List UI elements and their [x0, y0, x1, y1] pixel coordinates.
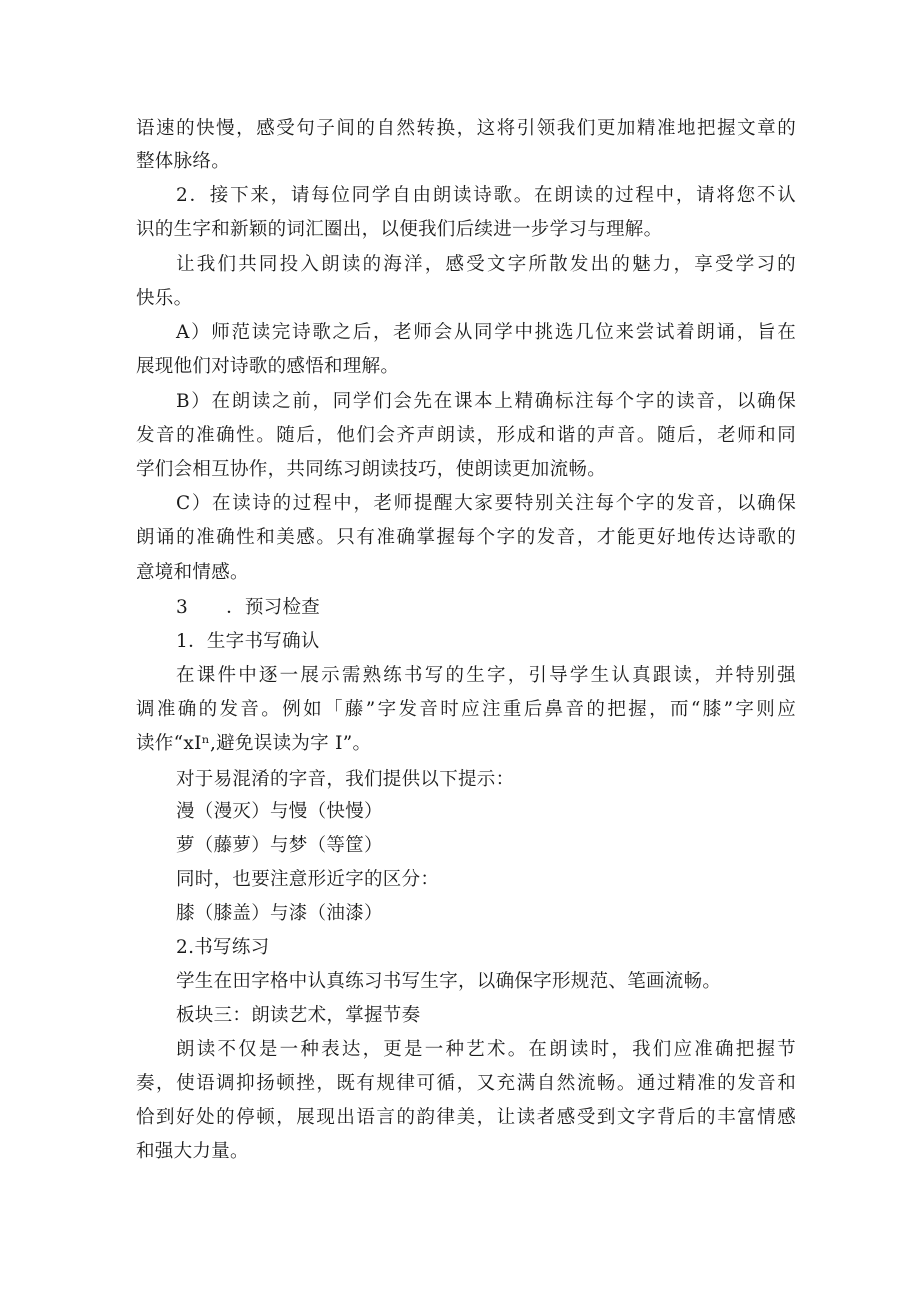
- text-line: 在课件中逐一展示需熟练书写的生字，引导学生认真跟读，并特别强: [176, 665, 796, 686]
- block-heading: 板块三：朗读艺术，掌握节奏: [176, 1005, 421, 1026]
- text-line: 快乐。: [136, 288, 193, 309]
- text-line: 和强大力量。: [136, 1141, 249, 1162]
- text-line: 朗读不仅是一种表达，更是一种艺术。在朗读时，我们应准确把握节: [176, 1039, 796, 1060]
- hint-item: 萝（藤萝）与梦（等筐）: [176, 835, 383, 856]
- text-line: 展现他们对诗歌的感悟和理解。: [136, 356, 400, 377]
- text-line: 恰到好处的停顿，展现出语言的韵律美，让读者感受到文字背后的丰富情感: [136, 1107, 796, 1128]
- text-line: 2．接下来，请每位同学自由朗读诗歌。在朗读的过程中，请将您不认: [176, 185, 796, 206]
- text-line: 意境和情感。: [136, 562, 249, 583]
- text-line: 发音的准确性。随后，他们会齐声朗读，形成和谐的声音。随后，老师和同: [136, 425, 796, 446]
- text-line: 调准确的发音。例如「藤”字发音时应注重后鼻音的把握，而“膝”字则应: [136, 699, 796, 720]
- text-line: A）师范读完诗歌之后，老师会从同学中挑选几位来尝试着朗诵，旨在: [176, 322, 796, 343]
- text-line: 对于易混淆的字音，我们提供以下提示：: [176, 769, 515, 790]
- section-heading: [176, 596, 836, 620]
- text-line: 语速的快慢，感受句子间的自然转换，这将引领我们更加精准地把握文章的: [136, 118, 796, 139]
- text-line: 识的生字和新颖的词汇圈出，以便我们后续进一步学习与理解。: [136, 219, 663, 240]
- subheading: 1．生字书写确认: [176, 631, 320, 652]
- text-line: 学生在田字格中认真练习书写生字，以确保字形规范、笔画流畅。: [176, 971, 722, 992]
- text-line: 读作“xIⁿ,避免误读为字 I”。: [136, 733, 372, 754]
- text-line: 奏，使语调抑扬顿挫，既有规律可循，又充满自然流畅。通过精准的发音和: [136, 1073, 796, 1094]
- text-line: C）在读诗的过程中，老师提醒大家要特别关注每个字的发音，以确保: [176, 493, 796, 514]
- text-line: 同时，也要注意形近字的区分：: [176, 869, 440, 890]
- section-number: 3: [176, 597, 189, 618]
- text-line: 整体脉络。: [136, 151, 231, 172]
- subheading: 2.书写练习: [176, 937, 270, 958]
- hint-item: 膝（膝盖）与漆（油漆）: [176, 903, 383, 924]
- section-title: ．预习检查: [226, 597, 321, 618]
- text-line: 朗诵的准确性和美感。只有准确掌握每个字的发音，才能更好地传达诗歌的: [136, 527, 796, 548]
- text-line: B）在朗读之前，同学们会先在课本上精确标注每个字的读音，以确保: [176, 391, 796, 412]
- hint-item: 漫（漫灭）与慢（快慢）: [176, 801, 383, 822]
- text-line: 学们会相互协作，共同练习朗读技巧，使朗读更加流畅。: [136, 459, 607, 480]
- text-line: 让我们共同投入朗读的海洋，感受文字所散发出的魅力，享受学习的: [176, 254, 796, 275]
